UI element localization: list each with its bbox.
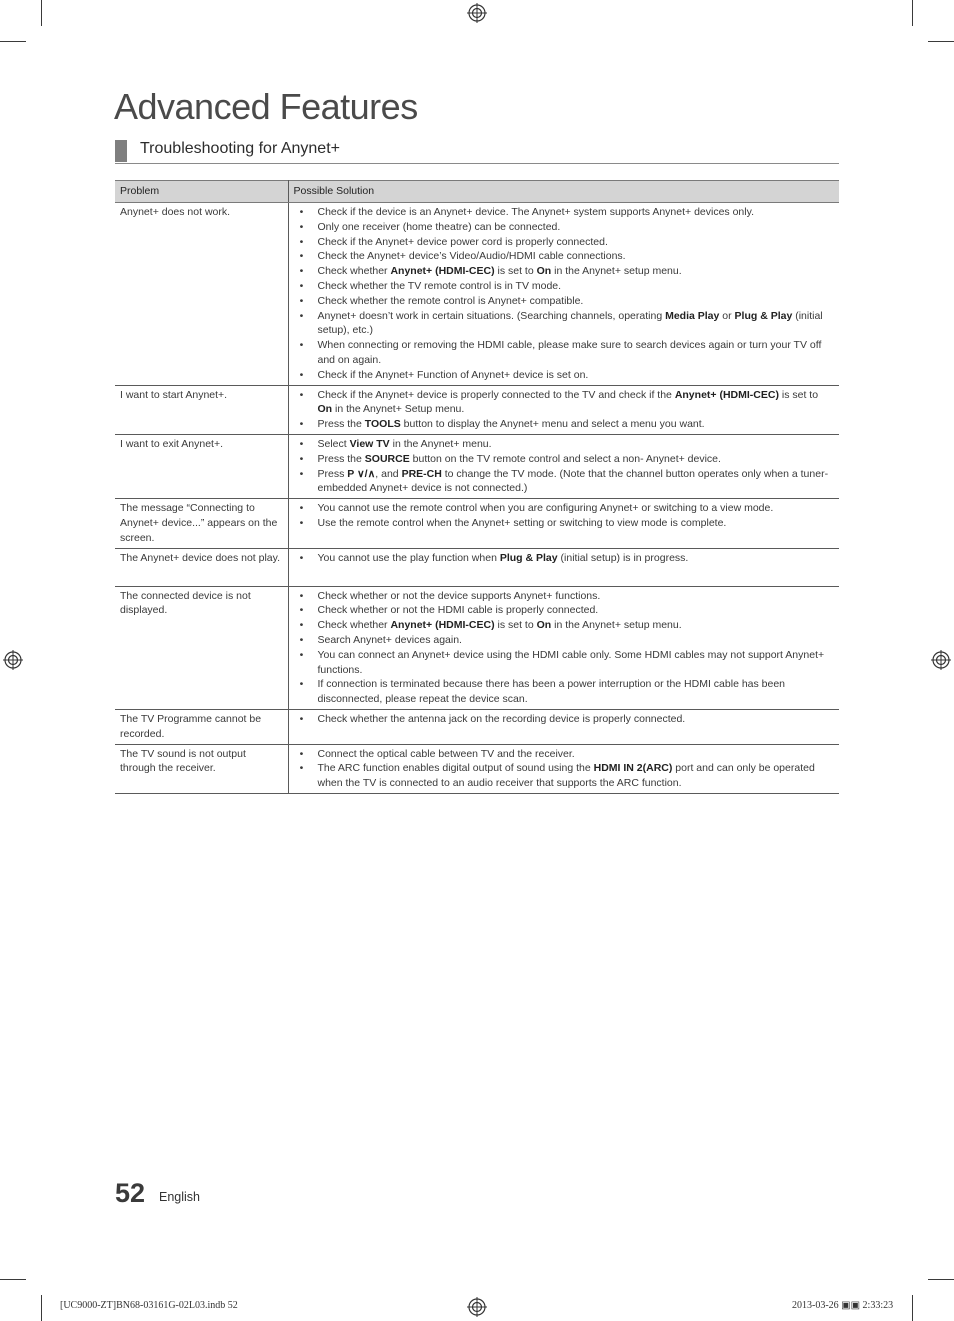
page-language: English [159, 1190, 200, 1204]
list-item [297, 368, 834, 383]
keyword: Anynet+ (HDMI-CEC) [390, 619, 495, 632]
solution-list [297, 712, 834, 727]
footer-timestamp: 2013-03-26 ▣▣ 2:33:23 [792, 1300, 894, 1311]
bullet-icon: • [299, 250, 304, 263]
table-row [115, 385, 839, 434]
text-run: You can connect an Anynet+ device using the HDMI cable only. Some HDMI cables may not support Anynet+ functions. [317, 648, 825, 676]
keyword: Anynet+ (HDMI-CEC) [674, 388, 779, 401]
keyword: HDMI IN 2(ARC) [593, 762, 673, 775]
registration-target-icon [467, 3, 487, 23]
registration-target-icon [467, 1297, 487, 1317]
keyword: Plug & Play [734, 309, 793, 322]
crop-mark [912, 1295, 913, 1321]
text-run: Check whether the antenna jack on the recording device is properly connected. [317, 712, 686, 725]
bullet-icon: • [299, 206, 304, 218]
column-header-solution: Possible Solution [288, 181, 839, 203]
solution-cell [288, 709, 839, 744]
table-row [115, 203, 839, 386]
keyword: Media Play [665, 309, 720, 322]
list-item [297, 417, 834, 432]
text-run: button to display the Anynet+ menu and select a menu you want. [400, 418, 705, 431]
bullet-icon: • [299, 437, 304, 450]
text-run: Check the Anynet+ device’s Video/Audio/HDMI cable connections. [317, 250, 626, 263]
text-run: Check whether the TV remote control is in TV mode. [317, 279, 562, 292]
bullet-icon: • [299, 516, 304, 529]
keyword: SOURCE [364, 452, 410, 465]
text-run: (initial setup), etc.) [317, 309, 823, 337]
solution-list [297, 589, 834, 707]
text-run: Anynet+ doesn’t work in certain situations. (Searching channels, operating [317, 309, 666, 322]
list-item [297, 633, 834, 648]
text-run: button on the TV remote control and select a non- Anynet+ device. [409, 452, 721, 465]
text-run: Check whether [317, 619, 391, 632]
column-header-problem: Problem [115, 181, 288, 203]
list-item [297, 677, 834, 707]
solution-cell [288, 385, 839, 434]
list-item [297, 294, 834, 309]
crop-mark [912, 0, 913, 26]
section-divider [115, 163, 839, 164]
problem-cell: I want to exit Anynet+. [115, 434, 288, 498]
problem-cell: I want to start Anynet+. [115, 385, 288, 434]
text-run: in the Anynet+ menu. [389, 437, 492, 450]
crop-mark [928, 1279, 954, 1280]
text-run: Press the [317, 418, 365, 431]
text-run: You cannot use the play function when [317, 551, 500, 564]
troubleshooting-table [115, 180, 839, 794]
bullet-icon: • [299, 388, 304, 401]
list-item [297, 501, 834, 516]
text-run: port and can only be operated when the TV is connected to an audio receiver that supports the ARC function. [317, 762, 815, 790]
solution-list [297, 205, 834, 383]
text-run: Only one receiver (home theatre) can be connected. [317, 220, 561, 233]
problem-cell: Anynet+ does not work. [115, 203, 288, 386]
page-number: 52 [115, 1178, 146, 1208]
bullet-icon: • [299, 279, 304, 292]
solution-list [297, 437, 834, 496]
solution-list [297, 388, 834, 432]
crop-mark [41, 1295, 42, 1321]
text-run: Check if the device is an Anynet+ device. The Anynet+ system supports Anynet+ devices only. [317, 206, 754, 218]
bullet-icon: • [299, 502, 304, 515]
section-title: Troubleshooting for Anynet+ [140, 140, 340, 157]
list-item [297, 618, 834, 633]
bullet-icon: • [299, 589, 304, 602]
list-item [297, 309, 834, 339]
text-run: is set to [778, 388, 819, 401]
list-item [297, 279, 834, 294]
bullet-icon: • [299, 712, 304, 725]
keyword: Plug & Play [499, 551, 558, 564]
list-item [297, 516, 834, 531]
list-item [297, 338, 834, 368]
list-item [297, 235, 834, 250]
crop-mark [0, 1279, 26, 1280]
list-item [297, 249, 834, 264]
list-item [297, 603, 834, 618]
text-run: Check whether or not the device supports Anynet+ functions. [317, 589, 601, 602]
bullet-icon: • [299, 604, 304, 617]
list-item [297, 761, 834, 791]
crop-mark [928, 41, 954, 42]
table-row [115, 499, 839, 548]
list-item [297, 551, 834, 566]
bullet-icon: • [299, 418, 304, 431]
bullet-icon: • [299, 551, 304, 564]
section-marker [115, 140, 127, 162]
text-run: Check whether the remote control is Anynet+ compatible. [317, 294, 584, 307]
table-row [115, 709, 839, 744]
list-item [297, 747, 834, 762]
text-run: in the Anynet+ setup menu. [551, 619, 682, 632]
list-item [297, 467, 834, 497]
keyword: TOOLS [364, 418, 401, 431]
bullet-icon: • [299, 294, 304, 307]
keyword: PRE-CH [401, 467, 442, 480]
table-row [115, 744, 839, 793]
solution-cell [288, 548, 839, 586]
keyword: On [317, 403, 333, 416]
keyword: On [536, 619, 552, 632]
text-run: Check if the Anynet+ device power cord is properly connected. [317, 235, 608, 248]
text-run: Press [317, 467, 348, 480]
text-run: Check whether or not the HDMI cable is properly connected. [317, 604, 599, 617]
table-body [115, 203, 839, 794]
solution-cell [288, 434, 839, 498]
problem-cell: The Anynet+ device does not play. [115, 548, 288, 586]
text-run: is set to [494, 265, 537, 278]
solution-list [297, 501, 834, 531]
text-run: to change the TV mode. (Note that the channel button operates only when a tuner-embedded Anynet+ device is not connected.) [317, 467, 829, 495]
text-run: (initial setup) is in progress. [557, 551, 689, 564]
solution-list [297, 551, 834, 566]
text-run: Select [317, 437, 350, 450]
problem-cell: The TV Programme cannot be recorded. [115, 709, 288, 744]
bullet-icon: • [299, 265, 304, 278]
bullet-icon: • [299, 648, 304, 661]
text-run: If connection is terminated because there has been a power interruption or the HDMI cable has been disconnected, please repeat the device scan. [317, 678, 786, 706]
crop-mark [41, 0, 42, 26]
text-run: in the Anynet+ setup menu. [551, 265, 682, 278]
table-row [115, 434, 839, 498]
list-item [297, 452, 834, 467]
text-run: Search Anynet+ devices again. [317, 633, 462, 646]
problem-cell: The connected device is not displayed. [115, 586, 288, 709]
list-item [297, 712, 834, 727]
text-run: Check if the Anynet+ device is properly connected to the TV and check if the [317, 388, 675, 401]
bullet-icon: • [299, 467, 304, 480]
text-run: is set to [494, 619, 537, 632]
list-item [297, 220, 834, 235]
bullet-icon: • [299, 747, 304, 760]
list-item [297, 264, 834, 279]
text-run: Check whether [317, 265, 391, 278]
list-item [297, 437, 834, 452]
keyword: On [536, 265, 552, 278]
text-run: Connect the optical cable between TV and the receiver. [317, 747, 575, 760]
bullet-icon: • [299, 309, 304, 322]
text-run: Press the [317, 452, 365, 465]
text-run: , and [375, 467, 402, 480]
text-run: or [719, 309, 735, 322]
keyword: Anynet+ (HDMI-CEC) [390, 265, 495, 278]
table-row [115, 586, 839, 709]
bullet-icon: • [299, 619, 304, 632]
bullet-icon: • [299, 762, 304, 775]
text-run: Use the remote control when the Anynet+ setting or switching to view mode is complete. [317, 516, 727, 529]
text-run: Check if the Anynet+ Function of Anynet+ device is set on. [317, 368, 589, 381]
keyword: P [347, 467, 357, 480]
footer-file-info: [UC9000-ZT]BN68-03161G-02L03.indb 52 [60, 1300, 238, 1311]
registration-target-icon [931, 650, 951, 670]
bullet-icon: • [299, 220, 304, 233]
problem-cell: The message “Connecting to Anynet+ device...” appears on the screen. [115, 499, 288, 548]
solution-cell [288, 203, 839, 386]
list-item [297, 388, 834, 418]
crop-mark [0, 41, 26, 42]
list-item [297, 648, 834, 678]
bullet-icon: • [299, 678, 304, 691]
table-header-row [115, 181, 839, 203]
solution-list [297, 747, 834, 791]
text-run: in the Anynet+ Setup menu. [332, 403, 465, 416]
problem-cell: The TV sound is not output through the receiver. [115, 744, 288, 793]
solution-cell [288, 586, 839, 709]
list-item [297, 205, 834, 220]
bullet-icon: • [299, 368, 304, 381]
solution-cell [288, 744, 839, 793]
solution-cell [288, 499, 839, 548]
text-run: When connecting or removing the HDMI cable, please make sure to search devices again or turn your TV off and on again. [317, 339, 822, 366]
keyword: ∨/∧ [357, 467, 376, 480]
bullet-icon: • [299, 633, 304, 646]
page-title: Advanced Features [114, 86, 418, 127]
bullet-icon: • [299, 235, 304, 248]
keyword: View TV [349, 437, 390, 450]
registration-target-icon [3, 650, 23, 670]
list-item [297, 589, 834, 604]
text-run: The ARC function enables digital output of sound using the [317, 762, 594, 775]
bullet-icon: • [299, 452, 304, 465]
table-row [115, 548, 839, 586]
text-run: You cannot use the remote control when you are configuring Anynet+ or switching to a view mode. [317, 502, 774, 515]
bullet-icon: • [299, 339, 304, 352]
